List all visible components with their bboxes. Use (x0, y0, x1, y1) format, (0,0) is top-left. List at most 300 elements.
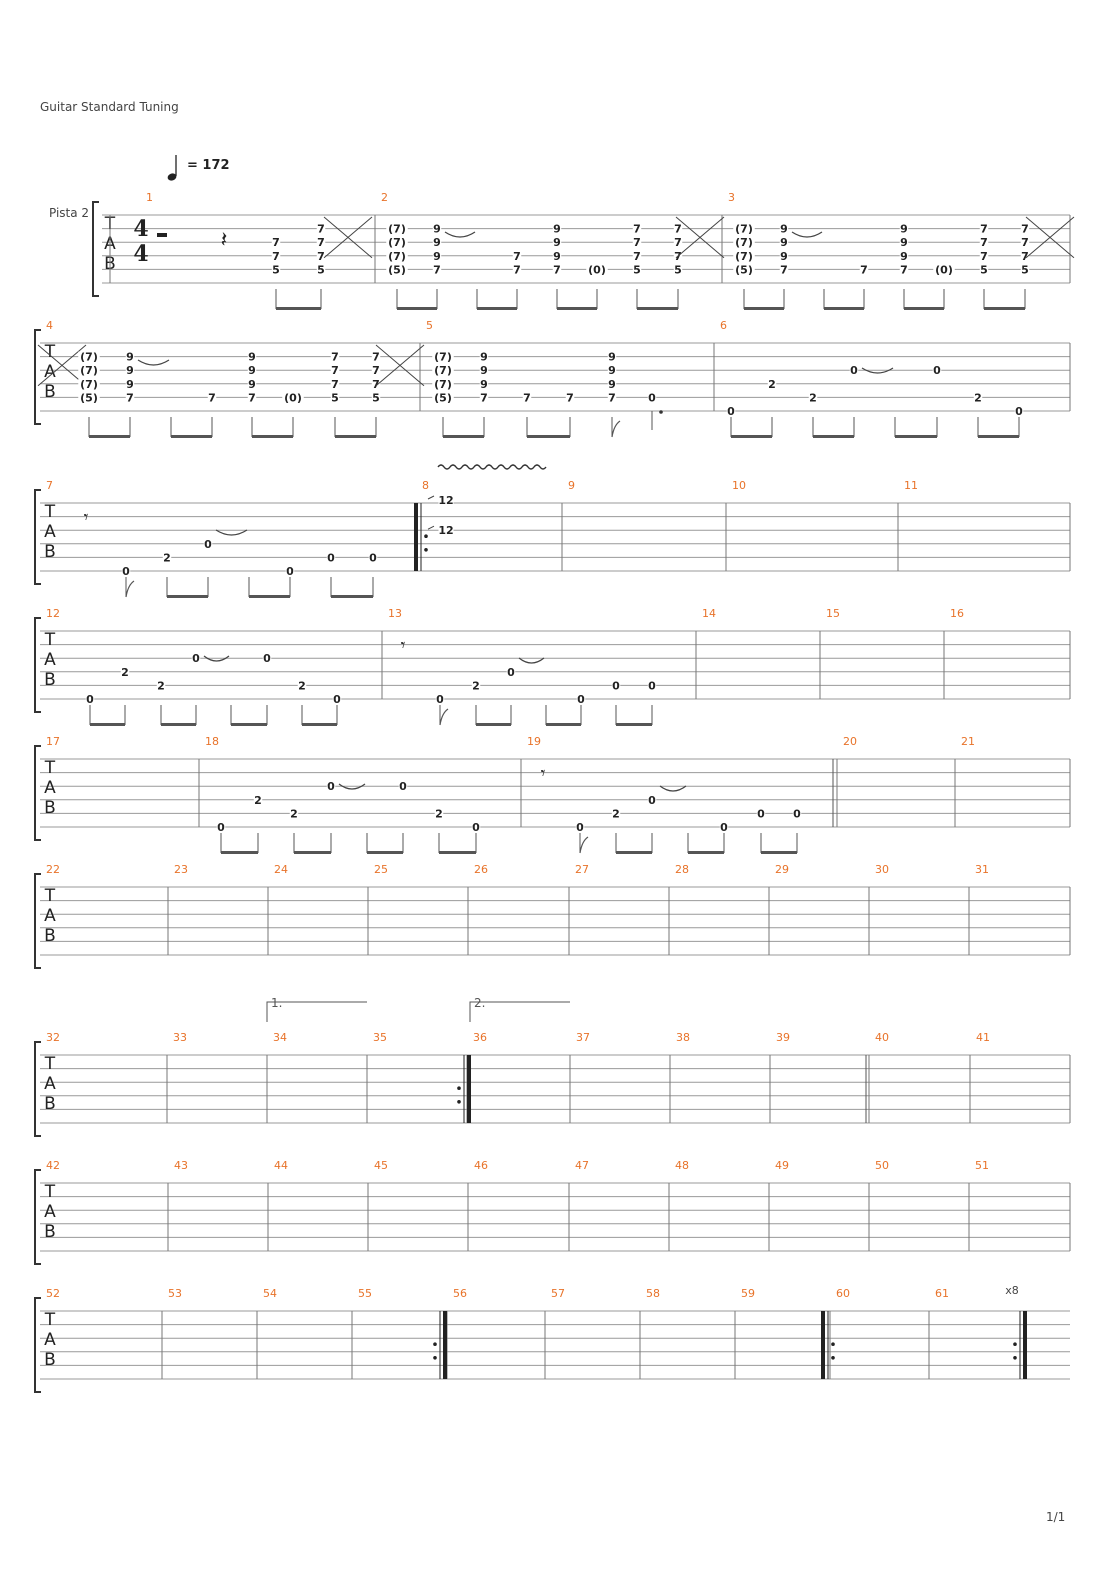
tie-arc (519, 658, 544, 663)
note-beam (527, 435, 570, 438)
fret-number: 7 (480, 391, 488, 405)
note-beam (813, 435, 854, 438)
fret-number: (7) (434, 350, 452, 364)
fret-number: 0 (793, 807, 801, 821)
fret-number: 9 (780, 236, 788, 250)
measure-number: 40 (875, 1031, 889, 1044)
page-number: 1/1 (1046, 1510, 1066, 1524)
tab-clef-letter: T (104, 214, 116, 234)
slide-cross (324, 217, 372, 258)
fret-number: 7 (126, 391, 134, 405)
note-beam (761, 851, 797, 854)
fret-number: 0 (204, 537, 212, 551)
fret-number: 7 (248, 391, 256, 405)
fret-number: 7 (513, 263, 521, 277)
note-beam (294, 851, 331, 854)
note-beam (616, 723, 652, 726)
fret-number: 5 (272, 263, 280, 277)
fret-number: 9 (900, 222, 908, 236)
fret-number: 0 (648, 679, 656, 693)
fret-number: (7) (434, 364, 452, 378)
fret-number: 5 (372, 391, 380, 405)
system-bracket (35, 1042, 41, 1136)
measure-number: 43 (174, 1159, 188, 1172)
fret-number: 5 (331, 391, 339, 405)
tab-clef-letter: A (44, 1074, 56, 1094)
fret-number: 7 (674, 222, 682, 236)
fret-number: 7 (980, 249, 988, 263)
tab-clef-letter: A (44, 650, 56, 670)
fret-number: 0 (327, 780, 335, 794)
note-beam (367, 851, 403, 854)
system-bracket (35, 490, 41, 584)
measure-number: 5 (426, 319, 433, 332)
fret-number: 7 (317, 249, 325, 263)
measure-number: 41 (976, 1031, 990, 1044)
measure-number: 58 (646, 1287, 660, 1300)
measure-number: 23 (174, 863, 188, 876)
fret-number: 7 (553, 263, 561, 277)
note-beam (688, 851, 724, 854)
fret-number: 0 (399, 780, 407, 794)
note-beam (637, 307, 678, 310)
fret-number: 9 (780, 222, 788, 236)
fret-number: (0) (284, 391, 302, 405)
note-beam (302, 723, 337, 726)
fret-number: 7 (566, 391, 574, 405)
fret-number: (7) (80, 364, 98, 378)
note-beam (476, 723, 511, 726)
fret-number: 0 (612, 679, 620, 693)
measure-number: 13 (388, 607, 402, 620)
measure-number: 15 (826, 607, 840, 620)
tab-clef-letter: A (44, 362, 56, 382)
time-signature-bottom: 4 (133, 241, 149, 267)
tie-arc (445, 232, 475, 237)
fret-number: 9 (608, 364, 616, 378)
note-flag (126, 581, 134, 597)
fret-number: 9 (248, 350, 256, 364)
fret-number: 2 (298, 679, 306, 693)
measure-number: 48 (675, 1159, 689, 1172)
repeat-dot (433, 1342, 437, 1346)
measure-number: 50 (875, 1159, 889, 1172)
fret-number: 7 (780, 263, 788, 277)
measure-number: 42 (46, 1159, 60, 1172)
fret-number: 7 (331, 350, 339, 364)
measure-number: 34 (273, 1031, 287, 1044)
tab-clef-letter: T (44, 1054, 56, 1074)
tab-clef-letter: B (44, 926, 56, 946)
fret-number: 9 (480, 377, 488, 391)
note-beam (744, 307, 784, 310)
repeat-dot (433, 1356, 437, 1360)
measure-number: 49 (775, 1159, 789, 1172)
measure-number: 32 (46, 1031, 60, 1044)
slide-cross (376, 345, 424, 386)
fret-number: (5) (434, 391, 452, 405)
measure-number: 16 (950, 607, 964, 620)
measure-number: 4 (46, 319, 53, 332)
eighth-rest: 𝄾 (83, 507, 89, 528)
fret-number: 9 (608, 377, 616, 391)
note-beam (171, 435, 212, 438)
fret-number: 2 (157, 679, 165, 693)
fret-number: 9 (126, 364, 134, 378)
fret-number: 5 (1021, 263, 1029, 277)
repeat-dot (831, 1356, 835, 1360)
fret-number: 7 (1021, 249, 1029, 263)
fret-number: (5) (388, 263, 406, 277)
measure-number: 59 (741, 1287, 755, 1300)
note-beam (984, 307, 1025, 310)
fret-number: 7 (980, 222, 988, 236)
measure-number: 53 (168, 1287, 182, 1300)
measure-number: 11 (904, 479, 918, 492)
fret-number: 7 (633, 222, 641, 236)
repeat-dot (424, 534, 428, 538)
fret-number: 2 (163, 551, 171, 565)
fret-number: 0 (217, 821, 225, 834)
track-name: Pista 2 (49, 206, 90, 220)
fret-number: 9 (433, 236, 441, 250)
fret-number: 2 (768, 377, 776, 391)
note-beam (546, 723, 581, 726)
fret-number: 7 (674, 236, 682, 250)
fret-number: 2 (121, 665, 129, 679)
fret-number: 2 (612, 807, 620, 821)
note-beam (895, 435, 937, 438)
fret-number: 0 (757, 807, 765, 821)
measure-number: 2 (381, 191, 388, 204)
fret-number: 2 (809, 391, 817, 405)
measure-number: 17 (46, 735, 60, 748)
fret-number: 7 (633, 236, 641, 250)
tab-clef-letter: B (44, 798, 56, 818)
measure-number: 8 (422, 479, 429, 492)
measure-number: 35 (373, 1031, 387, 1044)
tab-clef-letter: B (44, 382, 56, 402)
half-rest (157, 233, 167, 237)
measure-number: 37 (576, 1031, 590, 1044)
tab-clef-letter: T (44, 1310, 56, 1330)
fret-number: 2 (435, 807, 443, 821)
fret-number: 7 (860, 263, 868, 277)
fret-number: 9 (480, 350, 488, 364)
repeat-end-thick-bar (443, 1311, 447, 1379)
fret-number: 9 (553, 222, 561, 236)
note-beam (167, 595, 208, 598)
tab-clef-letter: T (44, 630, 56, 650)
fret-number: 9 (433, 249, 441, 263)
tab-clef-letter: A (44, 1330, 56, 1350)
fret-number: 5 (633, 263, 641, 277)
note-beam (616, 851, 652, 854)
measure-number: 46 (474, 1159, 488, 1172)
fret-number: 7 (523, 391, 531, 405)
system-bracket (35, 1298, 41, 1392)
fret-number: 0 (577, 693, 585, 706)
measure-number: 27 (575, 863, 589, 876)
tie-arc (138, 360, 169, 365)
measure-number: 47 (575, 1159, 589, 1172)
fret-number: 2 (974, 391, 982, 405)
time-signature-top: 4 (133, 216, 149, 242)
measure-number: 33 (173, 1031, 187, 1044)
fret-number: 0 (286, 565, 294, 578)
note-beam (331, 595, 373, 598)
fret-number: 9 (553, 249, 561, 263)
tab-clef-letter: T (44, 1182, 56, 1202)
fret-number: 7 (674, 249, 682, 263)
system-bracket (35, 330, 41, 424)
tab-clef-letter: B (44, 1222, 56, 1242)
note-beam (439, 851, 476, 854)
repeat-end-thick-bar (467, 1055, 471, 1123)
fret-number: 7 (317, 236, 325, 250)
system-bracket (93, 202, 99, 296)
tab-clef-letter: T (44, 342, 56, 362)
fret-number: 12 (438, 524, 454, 538)
fret-number: 7 (272, 249, 280, 263)
fret-number: 0 (369, 551, 377, 565)
fret-number: 0 (192, 652, 200, 666)
fret-number: (7) (388, 222, 406, 236)
fret-number: 2 (290, 807, 298, 821)
tab-clef-letter: B (44, 542, 56, 562)
measure-number: 39 (776, 1031, 790, 1044)
measure-number: 52 (46, 1287, 60, 1300)
measure-number: 24 (274, 863, 288, 876)
fret-number: 9 (780, 249, 788, 263)
repeat-dot (424, 548, 428, 552)
fret-number: (0) (588, 263, 606, 277)
fret-number: (7) (735, 236, 753, 250)
measure-number: 9 (568, 479, 575, 492)
tab-clef-letter: B (44, 670, 56, 690)
fret-number: 7 (331, 364, 339, 378)
slide-cross (1026, 217, 1074, 258)
note-flag (580, 837, 588, 853)
fret-number: 7 (208, 391, 216, 405)
measure-number: 44 (274, 1159, 288, 1172)
note-beam (335, 435, 376, 438)
note-beam (276, 307, 321, 310)
measure-number: 56 (453, 1287, 467, 1300)
fret-number: 0 (648, 391, 656, 405)
fret-number: (7) (735, 222, 753, 236)
fret-number: 9 (553, 236, 561, 250)
fret-number: 0 (727, 405, 735, 418)
measure-number: 26 (474, 863, 488, 876)
measure-number: 38 (676, 1031, 690, 1044)
fret-number: 0 (327, 551, 335, 565)
fret-number: 5 (980, 263, 988, 277)
tab-clef-letter: B (44, 1350, 56, 1370)
tab-clef-letter: A (44, 1202, 56, 1222)
fret-number: 5 (674, 263, 682, 277)
fret-number: 7 (272, 236, 280, 250)
repeat-end-thick-bar (1023, 1311, 1027, 1379)
fret-number: (7) (388, 249, 406, 263)
note-beam (161, 723, 196, 726)
fret-number: 0 (720, 821, 728, 834)
repeat-start-thick-bar (414, 503, 418, 571)
note-beam (90, 723, 125, 726)
fret-number: 2 (254, 793, 262, 807)
measure-number: 45 (374, 1159, 388, 1172)
note-beam (231, 723, 267, 726)
tab-clef-letter: T (44, 758, 56, 778)
measure-number: 30 (875, 863, 889, 876)
fret-number: 0 (472, 821, 480, 834)
fret-number: 9 (900, 236, 908, 250)
fret-number: (7) (80, 350, 98, 364)
tab-clef-letter: A (104, 234, 116, 254)
eighth-rest: 𝄾 (400, 635, 406, 656)
tie-arc (792, 232, 822, 237)
note-beam (557, 307, 597, 310)
fret-number: 0 (122, 565, 130, 578)
note-beam (477, 307, 517, 310)
measure-number: 12 (46, 607, 60, 620)
fret-number: 7 (372, 350, 380, 364)
fret-number: (7) (735, 249, 753, 263)
fret-number: 0 (263, 652, 271, 666)
tie-arc (216, 530, 247, 535)
measure-number: 55 (358, 1287, 372, 1300)
system-bracket (35, 746, 41, 840)
measure-number: 18 (205, 735, 219, 748)
dotted-note-dot (659, 410, 663, 414)
measure-number: 61 (935, 1287, 949, 1300)
fret-number: 9 (433, 222, 441, 236)
measure-number: 14 (702, 607, 716, 620)
fret-number: 7 (331, 377, 339, 391)
fret-number: 9 (248, 377, 256, 391)
tab-clef-letter: A (44, 522, 56, 542)
note-beam (89, 435, 130, 438)
measure-number: 10 (732, 479, 746, 492)
measure-number: 21 (961, 735, 975, 748)
fret-number: (7) (388, 236, 406, 250)
note-flag (440, 709, 448, 725)
fret-number: 7 (900, 263, 908, 277)
fret-number: 7 (372, 377, 380, 391)
slide-cross (676, 217, 724, 258)
note-beam (731, 435, 772, 438)
measure-number: 20 (843, 735, 857, 748)
fret-number: 9 (126, 350, 134, 364)
measure-number: 6 (720, 319, 727, 332)
tab-clef-letter: B (104, 254, 116, 274)
fret-number: 0 (1015, 405, 1023, 418)
fret-number: 0 (333, 693, 341, 706)
note-beam (978, 435, 1019, 438)
note-flag (612, 421, 620, 437)
note-beam (824, 307, 864, 310)
fret-number: 9 (126, 377, 134, 391)
fret-number: 7 (317, 222, 325, 236)
repeat-dot (831, 1342, 835, 1346)
fret-number: 9 (480, 364, 488, 378)
tempo-marking: = 172 (187, 158, 230, 173)
measure-number: 28 (675, 863, 689, 876)
measure-number: 3 (728, 191, 735, 204)
note-beam (221, 851, 258, 854)
measure-number: 7 (46, 479, 53, 492)
system-bracket (35, 1170, 41, 1264)
vibrato-mark (438, 465, 546, 469)
measure-number: 31 (975, 863, 989, 876)
fret-number: 0 (576, 821, 584, 834)
measure-number: 22 (46, 863, 60, 876)
fret-number: 0 (933, 364, 941, 378)
note-beam (397, 307, 437, 310)
fret-number: 0 (850, 364, 858, 378)
fret-number: 7 (513, 249, 521, 263)
tab-clef-letter: A (44, 778, 56, 798)
repeat-dot (1013, 1342, 1017, 1346)
slide-in-mark (428, 496, 434, 529)
fret-number: 7 (433, 263, 441, 277)
note-beam (249, 595, 290, 598)
fret-number: 5 (317, 263, 325, 277)
fret-number: 7 (372, 364, 380, 378)
fret-number: 9 (900, 249, 908, 263)
fret-number: (5) (80, 391, 98, 405)
volta-label: 1. (271, 996, 283, 1010)
measure-number: 36 (473, 1031, 487, 1044)
system-bracket (35, 874, 41, 968)
fret-number: 9 (248, 364, 256, 378)
fret-number: 0 (648, 793, 656, 807)
measure-number: 29 (775, 863, 789, 876)
measure-number: 1 (146, 191, 153, 204)
fret-number: 7 (980, 236, 988, 250)
tab-clef-letter: T (44, 502, 56, 522)
fret-number: 2 (472, 679, 480, 693)
fret-number: (7) (80, 377, 98, 391)
repeat-count: x8 (1005, 1284, 1019, 1297)
fret-number: (0) (935, 263, 953, 277)
note-beam (252, 435, 293, 438)
tab-clef-letter: B (44, 1094, 56, 1114)
tab-clef-letter: A (44, 906, 56, 926)
note-beam (904, 307, 944, 310)
fret-number: 7 (608, 391, 616, 405)
repeat-start-thick-bar (821, 1311, 825, 1379)
fret-number: 12 (438, 494, 454, 507)
fret-number: (5) (735, 263, 753, 277)
tab-clef-letter: T (44, 886, 56, 906)
repeat-dot (457, 1100, 461, 1104)
fret-number: 0 (436, 693, 444, 706)
measure-number: 19 (527, 735, 541, 748)
repeat-dot (457, 1086, 461, 1090)
repeat-dot (1013, 1356, 1017, 1360)
fret-number: 7 (1021, 236, 1029, 250)
fret-number: 0 (86, 693, 94, 706)
note-beam (443, 435, 484, 438)
fret-number: (7) (434, 377, 452, 391)
quarter-rest: 𝄽 (220, 228, 228, 253)
tuning-label: Guitar Standard Tuning (40, 100, 179, 114)
volta-label: 2. (474, 996, 486, 1010)
measure-number: 60 (836, 1287, 850, 1300)
measure-number: 25 (374, 863, 388, 876)
fret-number: 7 (633, 249, 641, 263)
